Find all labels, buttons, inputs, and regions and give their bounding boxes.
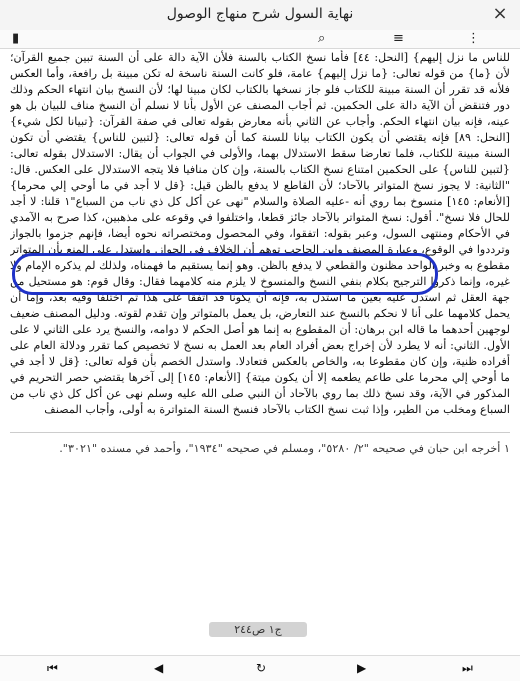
- previous-page-button[interactable]: [154, 661, 163, 675]
- window-title: نهاية السول شرح منهاج الوصول: [166, 6, 354, 22]
- reload-button[interactable]: [256, 661, 266, 675]
- reader-toolbar: [0, 30, 520, 49]
- page-indicator[interactable]: ج١ ص٢٤٤: [209, 622, 307, 637]
- title-bar: [0, 0, 520, 31]
- bookmark-icon: ▮: [12, 31, 20, 46]
- close-button[interactable]: [490, 3, 510, 25]
- footnote: ١ أخرجه ابن حبان في صحيحه "٢/ ٥٢٨٠"، ومسلم في صحيحه "١٩٣٤"، وأحمد في مسنده "٣٠٢١".: [10, 432, 510, 457]
- table-of-contents-button[interactable]: [393, 31, 404, 47]
- previous-page-icon: ◀: [154, 661, 164, 675]
- more-options-button[interactable]: [467, 31, 480, 47]
- book-content: [10, 50, 510, 600]
- last-page-button[interactable]: [462, 661, 473, 675]
- search-icon: ⌕: [318, 31, 326, 46]
- next-page-icon: ▶: [357, 661, 367, 675]
- book-text: للناس ما نزل إليهم} [النحل: ٤٤] فأما نسخ الكتاب بالسنة فلأن الآية دالة على أن السنة تبين جميع القرآن؛ لأن {ما} من قوله تعالى: {ما نزل إليهم} عامة، فلو كانت السنة ناسخة له تكن مبينة بل رافعة، وأما العكس فلأنه قد تقرر أن السنة مبينة للكتاب فلو جاز نسخها بالكتاب لكان مبينا لها؛ لأن النسخ بيان انتهاء الحكم وذلك دور فتنقض أن الآية دالة على الحكمين. ثم أجاب المصنف عن الأول بأنا لا نسلم أن النسخ مناف للبيان بل هو عينه، فإنه بيان انتهاء الحكم. وأجاب عن الثاني بأنه معارض بقوله تعالى في صفة القرآن: {تبيانا لكل شيء} [النحل: ٨٩] فإنه يقتضي أن يكون الكتاب بيانا للسنة كما أن قوله تعالى: {لتبين للناس} يقتضي أن تكون السنة مبينة للكتاب، فلما تعارضا سقط الاستدلال بهما، والأولى في الجواب أن يقال: الاستدلال بقوله تعالى: {لتبين للناس} على الحكمين امتناع نسخ الكتاب بالسنة، وإن كان منافيا فلا يتجه الاستدلال على العكس. قال: "الثانية: لا يجوز نسخ المتواتر بالآحاد؛ لأن القاطع لا يدفع بالظن قيل: {قل لا أجد في ما أوحي إلي محرما} [الأنعام: ١٤٥] منسوخ بما روي أنه -عليه الصلاة والسلام "نهى عن أكل كل ذي ناب من السباع"١ قلنا: لا أجد للحال فلا نسخ". أقول: نسخ المتواتر بالآحاد جائز قطعا، واختلفوا في وقوعه على مذهبين، كذا صرح به الآمدي في الأحكام ومنتهى السول، وعبر بقوله: اتفقوا، وفي المحصول ومختصراته نحوه أيضا، فإنهم جزموا بالجواز وترددوا في الوقوع، وعبارة المصنف وابن الحاجب توهم أن الخلاف في الجواز. واستدل على المنع بأن المتواتر مقطوع به وخبر الواحد مظنون والقطعي لا يدفع بالظن. وهو إنما يستقيم ما فهمناه، ولذلك لم يذكره الإمام ولا غيره، وإنما ذكروا الترجيح بكلام بنفي النسخ والمنسوخ لا يلزم منه كلامهما فقال: وقال قوم: هو مستحيل من جهة العقل ثم استدل عليه بعين ما استدل به، فإنه أن يكونا قد اتفقا على هذا ثم اختلفا وفيه بعد، وإما أن يحمل كلامهما على أنا لا نحكم بالنسخ عند التعارض، بل يعمل بالمتواتر وإن تقدم لقوته. ودليل المصنف ضعيف لوجهين أحدهما ما قاله ابن برهان: أن المقطوع به إنما هو أصل الحكم لا دوامه، والنسخ يرد على الثاني لا على الأول. الثاني: أنه لا يطرد لأن إخراج بعض أفراد العام بعد العمل به نسخ لا تخصيص كما تقرر ودلالة العام على أفراده ظنية، وإن كان مقطوعا به، والخاص بالعكس فتعادلا. واستدل الخصم بأن قوله تعالى: {قل لا أجد في ما أوحي إلي محرما على طاعم يطعمه إلا أن يكون ميتة} [الأنعام: ١٤٥] إلى آخرها يقتضي حصر التحريم في المذكور في الآية، وقد نسخ ذلك بما روي بالآحاد أن النبي صلى الله عليه وسلم نهى عن أكل كل ذي ناب من السباع ومخلب من الطير، وإذا ثبت نسخ الكتاب بالآحاد فنسخ السنة المتواترة به أولى، وأجاب المصنف: [10, 51, 510, 416]
- first-page-button[interactable]: [47, 661, 58, 675]
- bookmark-button[interactable]: [12, 31, 19, 47]
- first-page-icon: ⏮: [47, 661, 58, 675]
- next-page-button[interactable]: [357, 661, 366, 675]
- reload-icon: ↻: [256, 661, 267, 675]
- more-icon: ⋮: [467, 31, 480, 46]
- list-icon: ≡: [393, 31, 404, 46]
- search-button[interactable]: [318, 31, 325, 47]
- last-page-icon: ⏭: [462, 661, 473, 675]
- page-navigation-bar: [0, 655, 520, 681]
- close-icon: ×: [492, 3, 508, 24]
